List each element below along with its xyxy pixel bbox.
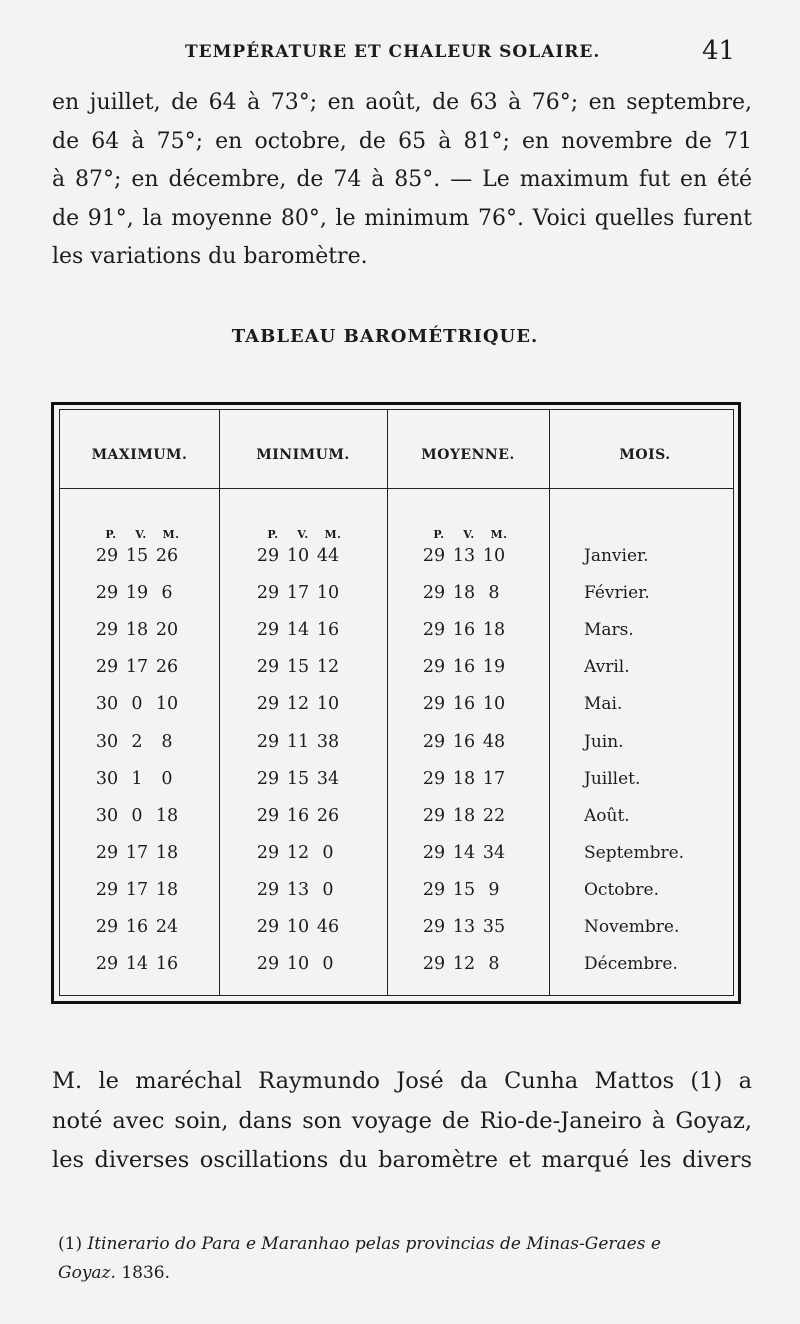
text-line: à 87°; en décembre, de 74 à 85°. — Le maximum fut en été bbox=[52, 167, 752, 192]
maximum-values bbox=[92, 732, 182, 752]
month-name: Septembre. bbox=[584, 842, 685, 863]
value-pouces: 29 bbox=[422, 768, 446, 789]
value-millimetres: 22 bbox=[482, 805, 506, 826]
month-name: Août. bbox=[584, 805, 630, 826]
value-pouces: 30 bbox=[95, 694, 119, 715]
unit-label: P. bbox=[433, 528, 445, 541]
value-pouces: 29 bbox=[95, 917, 119, 937]
maximum-values bbox=[92, 769, 182, 789]
value-millimetres: 0 bbox=[161, 768, 173, 789]
value-millimetres: 46 bbox=[316, 917, 340, 937]
value-lignes: 10 bbox=[286, 954, 310, 975]
value-lignes: 14 bbox=[125, 954, 149, 975]
minimum-values bbox=[253, 620, 343, 640]
value-pouces: 29 bbox=[256, 546, 280, 566]
month-name: Mars. bbox=[584, 620, 634, 641]
unit-label: M. bbox=[324, 528, 342, 541]
maximum-values bbox=[92, 843, 182, 863]
text-line: de 64 à 75°; en octobre, de 65 à 81°; en novembre de 71 bbox=[52, 128, 752, 154]
value-lignes: 1 bbox=[131, 768, 143, 789]
table-row bbox=[60, 694, 733, 731]
text-line: les diverses oscillations du baromètre et marqué les divers bbox=[52, 1147, 752, 1173]
value-lignes: 18 bbox=[452, 768, 476, 789]
value-lignes: 0 bbox=[131, 805, 143, 826]
value-lignes: 14 bbox=[452, 842, 476, 863]
value-lignes: 0 bbox=[131, 694, 143, 715]
minimum-values bbox=[253, 880, 343, 900]
value-pouces: 29 bbox=[95, 583, 119, 604]
value-lignes: 15 bbox=[286, 657, 310, 678]
moyenne-values bbox=[419, 917, 509, 937]
value-millimetres: 34 bbox=[316, 768, 340, 789]
moyenne-values bbox=[419, 694, 509, 714]
value-millimetres: 8 bbox=[488, 583, 500, 604]
value-pouces: 29 bbox=[422, 657, 446, 678]
value-pouces: 29 bbox=[256, 583, 280, 604]
moyenne-values bbox=[419, 583, 509, 603]
value-millimetres: 35 bbox=[482, 917, 506, 937]
value-pouces: 29 bbox=[422, 879, 446, 900]
value-pouces: 29 bbox=[256, 805, 280, 826]
maximum-values bbox=[92, 657, 182, 677]
value-pouces: 29 bbox=[256, 694, 280, 715]
value-pouces: 30 bbox=[95, 768, 119, 789]
value-pouces: 29 bbox=[422, 917, 446, 937]
value-millimetres: 9 bbox=[488, 879, 500, 900]
header-moyenne: MOYENNE. bbox=[421, 447, 515, 463]
minimum-values bbox=[253, 917, 343, 937]
minimum-values bbox=[253, 694, 343, 714]
moyenne-values bbox=[419, 546, 509, 566]
value-lignes: 16 bbox=[452, 731, 476, 752]
value-pouces: 29 bbox=[422, 583, 446, 604]
value-pouces: 29 bbox=[256, 657, 280, 678]
value-lignes: 13 bbox=[452, 546, 476, 566]
footnote-text: Goyaz. bbox=[58, 1263, 116, 1283]
value-millimetres: 26 bbox=[155, 546, 179, 566]
unit-label: V. bbox=[463, 528, 475, 541]
value-lignes: 12 bbox=[286, 694, 310, 715]
unit-label: M. bbox=[490, 528, 508, 541]
footnote-text: Itinerario do Para e Maranhao pelas provincias de Minas-Geraes e bbox=[87, 1234, 661, 1254]
month-name: Décembre. bbox=[584, 954, 678, 975]
value-millimetres: 10 bbox=[482, 694, 506, 715]
minimum-values bbox=[253, 954, 343, 974]
table-title-text: TABLEAU BAROMÉTRIQUE. bbox=[231, 326, 539, 347]
maximum-values bbox=[92, 917, 182, 937]
month-name: Octobre. bbox=[584, 879, 659, 900]
value-millimetres: 8 bbox=[488, 954, 500, 975]
text-line: en juillet, de 64 à 73°; en août, de 63 à 76°; en septembre, bbox=[52, 90, 752, 115]
month-name: Février. bbox=[584, 583, 650, 604]
value-millimetres: 17 bbox=[482, 768, 506, 789]
value-pouces: 29 bbox=[256, 917, 280, 937]
value-millimetres: 20 bbox=[155, 620, 179, 641]
table-row bbox=[60, 732, 733, 769]
value-pouces: 29 bbox=[256, 731, 280, 752]
barometric-table bbox=[51, 402, 741, 1004]
unit-label: M. bbox=[162, 528, 180, 541]
value-pouces: 29 bbox=[95, 546, 119, 566]
value-lignes: 16 bbox=[286, 805, 310, 826]
value-lignes: 18 bbox=[452, 583, 476, 604]
table-title bbox=[0, 326, 800, 347]
value-millimetres: 10 bbox=[316, 694, 340, 715]
footnote-line bbox=[58, 1259, 748, 1288]
value-lignes: 16 bbox=[452, 657, 476, 678]
value-lignes: 12 bbox=[286, 842, 310, 863]
value-millimetres: 26 bbox=[155, 657, 179, 678]
value-pouces: 29 bbox=[256, 842, 280, 863]
value-pouces: 29 bbox=[422, 731, 446, 752]
value-millimetres: 0 bbox=[322, 879, 334, 900]
footnote-mark: (1) bbox=[58, 1234, 83, 1254]
value-millimetres: 10 bbox=[316, 583, 340, 604]
table-row bbox=[60, 657, 733, 694]
value-millimetres: 10 bbox=[155, 694, 179, 715]
value-pouces: 29 bbox=[256, 879, 280, 900]
value-millimetres: 18 bbox=[482, 620, 506, 641]
month-name: Novembre. bbox=[584, 917, 680, 937]
value-millimetres: 38 bbox=[316, 731, 340, 752]
value-lignes: 17 bbox=[125, 657, 149, 678]
value-lignes: 13 bbox=[286, 879, 310, 900]
value-pouces: 30 bbox=[95, 805, 119, 826]
maximum-values bbox=[92, 880, 182, 900]
minimum-values bbox=[253, 583, 343, 603]
units-maximum bbox=[96, 528, 186, 541]
text-line: de 91°, la moyenne 80°, le minimum 76°. Voici quelles furent bbox=[52, 205, 752, 231]
value-millimetres: 8 bbox=[161, 731, 173, 752]
value-lignes: 15 bbox=[125, 546, 149, 566]
value-pouces: 29 bbox=[95, 954, 119, 975]
value-millimetres: 18 bbox=[155, 805, 179, 826]
maximum-values bbox=[92, 620, 182, 640]
minimum-values bbox=[253, 806, 343, 826]
value-millimetres: 6 bbox=[161, 583, 173, 604]
value-lignes: 13 bbox=[452, 917, 476, 937]
minimum-values bbox=[253, 732, 343, 752]
value-millimetres: 48 bbox=[482, 731, 506, 752]
value-millimetres: 24 bbox=[155, 917, 179, 937]
value-millimetres: 12 bbox=[316, 657, 340, 678]
maximum-values bbox=[92, 546, 182, 566]
value-millimetres: 44 bbox=[316, 546, 340, 566]
unit-label: V. bbox=[135, 528, 147, 541]
value-millimetres: 16 bbox=[155, 954, 179, 975]
unit-label: V. bbox=[297, 528, 309, 541]
minimum-values bbox=[253, 769, 343, 789]
value-pouces: 29 bbox=[95, 657, 119, 678]
value-pouces: 29 bbox=[256, 620, 280, 641]
minimum-values bbox=[253, 546, 343, 566]
value-lignes: 17 bbox=[125, 879, 149, 900]
value-lignes: 10 bbox=[286, 917, 310, 937]
value-millimetres: 16 bbox=[316, 620, 340, 641]
value-lignes: 15 bbox=[286, 768, 310, 789]
value-millimetres: 19 bbox=[482, 657, 506, 678]
maximum-values bbox=[92, 583, 182, 603]
value-lignes: 2 bbox=[131, 731, 143, 752]
value-millimetres: 18 bbox=[155, 842, 179, 863]
table-row bbox=[60, 917, 733, 954]
value-lignes: 18 bbox=[125, 620, 149, 641]
moyenne-values bbox=[419, 620, 509, 640]
month-name: Mai. bbox=[584, 694, 623, 715]
month-name: Juin. bbox=[584, 731, 624, 752]
value-lignes: 19 bbox=[125, 583, 149, 604]
value-pouces: 29 bbox=[95, 620, 119, 641]
paragraph-1 bbox=[52, 84, 752, 277]
value-pouces: 29 bbox=[422, 805, 446, 826]
text-line: les variations du baromètre. bbox=[52, 244, 368, 269]
value-pouces: 29 bbox=[256, 954, 280, 975]
value-millimetres: 18 bbox=[155, 879, 179, 900]
maximum-values bbox=[92, 954, 182, 974]
text-line: noté avec soin, dans son voyage de Rio-de-Janeiro à Goyaz, bbox=[52, 1107, 752, 1134]
value-pouces: 29 bbox=[422, 546, 446, 566]
value-lignes: 18 bbox=[452, 805, 476, 826]
moyenne-values bbox=[419, 880, 509, 900]
value-pouces: 29 bbox=[256, 768, 280, 789]
value-millimetres: 34 bbox=[482, 842, 506, 863]
moyenne-values bbox=[419, 843, 509, 863]
value-lignes: 16 bbox=[452, 694, 476, 715]
value-lignes: 12 bbox=[452, 954, 476, 975]
header-minimum: MINIMUM. bbox=[256, 447, 350, 463]
moyenne-values bbox=[419, 954, 509, 974]
table-row bbox=[60, 620, 733, 657]
moyenne-values bbox=[419, 657, 509, 677]
value-millimetres: 0 bbox=[322, 842, 334, 863]
minimum-values bbox=[253, 843, 343, 863]
value-lignes: 11 bbox=[286, 731, 310, 752]
paragraph-2 bbox=[52, 1062, 752, 1181]
footnote-line bbox=[58, 1230, 748, 1259]
table-row bbox=[60, 954, 733, 991]
value-lignes: 16 bbox=[452, 620, 476, 641]
header-mois: MOIS. bbox=[619, 447, 671, 463]
footnote bbox=[58, 1230, 748, 1288]
month-name: Janvier. bbox=[584, 546, 649, 566]
page-number: 41 bbox=[702, 36, 736, 66]
month-name: Juillet. bbox=[584, 768, 641, 789]
moyenne-values bbox=[419, 806, 509, 826]
units-moyenne bbox=[424, 528, 514, 541]
value-millimetres: 10 bbox=[482, 546, 506, 566]
maximum-values bbox=[92, 694, 182, 714]
month-name: Avril. bbox=[584, 657, 630, 678]
table-row bbox=[60, 880, 733, 917]
table-row bbox=[60, 769, 733, 806]
value-pouces: 29 bbox=[422, 842, 446, 863]
minimum-values bbox=[253, 657, 343, 677]
value-millimetres: 0 bbox=[322, 954, 334, 975]
moyenne-values bbox=[419, 769, 509, 789]
value-lignes: 14 bbox=[286, 620, 310, 641]
moyenne-values bbox=[419, 732, 509, 752]
units-minimum bbox=[258, 528, 348, 541]
value-millimetres: 26 bbox=[316, 805, 340, 826]
value-lignes: 17 bbox=[125, 842, 149, 863]
maximum-values bbox=[92, 806, 182, 826]
header-rule bbox=[60, 488, 733, 489]
value-pouces: 29 bbox=[422, 620, 446, 641]
table-row bbox=[60, 806, 733, 843]
running-head: TEMPÉRATURE ET CHALEUR SOLAIRE. bbox=[185, 42, 601, 62]
value-pouces: 30 bbox=[95, 731, 119, 752]
header-maximum: MAXIMUM. bbox=[91, 447, 188, 463]
value-lignes: 17 bbox=[286, 583, 310, 604]
table-inner-border bbox=[59, 409, 734, 996]
value-lignes: 16 bbox=[125, 917, 149, 937]
footnote-year: 1836. bbox=[121, 1263, 170, 1283]
unit-label: P. bbox=[105, 528, 117, 541]
value-pouces: 29 bbox=[422, 694, 446, 715]
table-row bbox=[60, 843, 733, 880]
value-lignes: 15 bbox=[452, 879, 476, 900]
value-pouces: 29 bbox=[95, 842, 119, 863]
value-pouces: 29 bbox=[95, 879, 119, 900]
text-line: M. le maréchal Raymundo José da Cunha Mattos (1) a bbox=[52, 1068, 752, 1094]
unit-label: P. bbox=[267, 528, 279, 541]
table-row bbox=[60, 583, 733, 620]
value-pouces: 29 bbox=[422, 954, 446, 975]
table-row bbox=[60, 546, 733, 583]
value-lignes: 10 bbox=[286, 546, 310, 566]
